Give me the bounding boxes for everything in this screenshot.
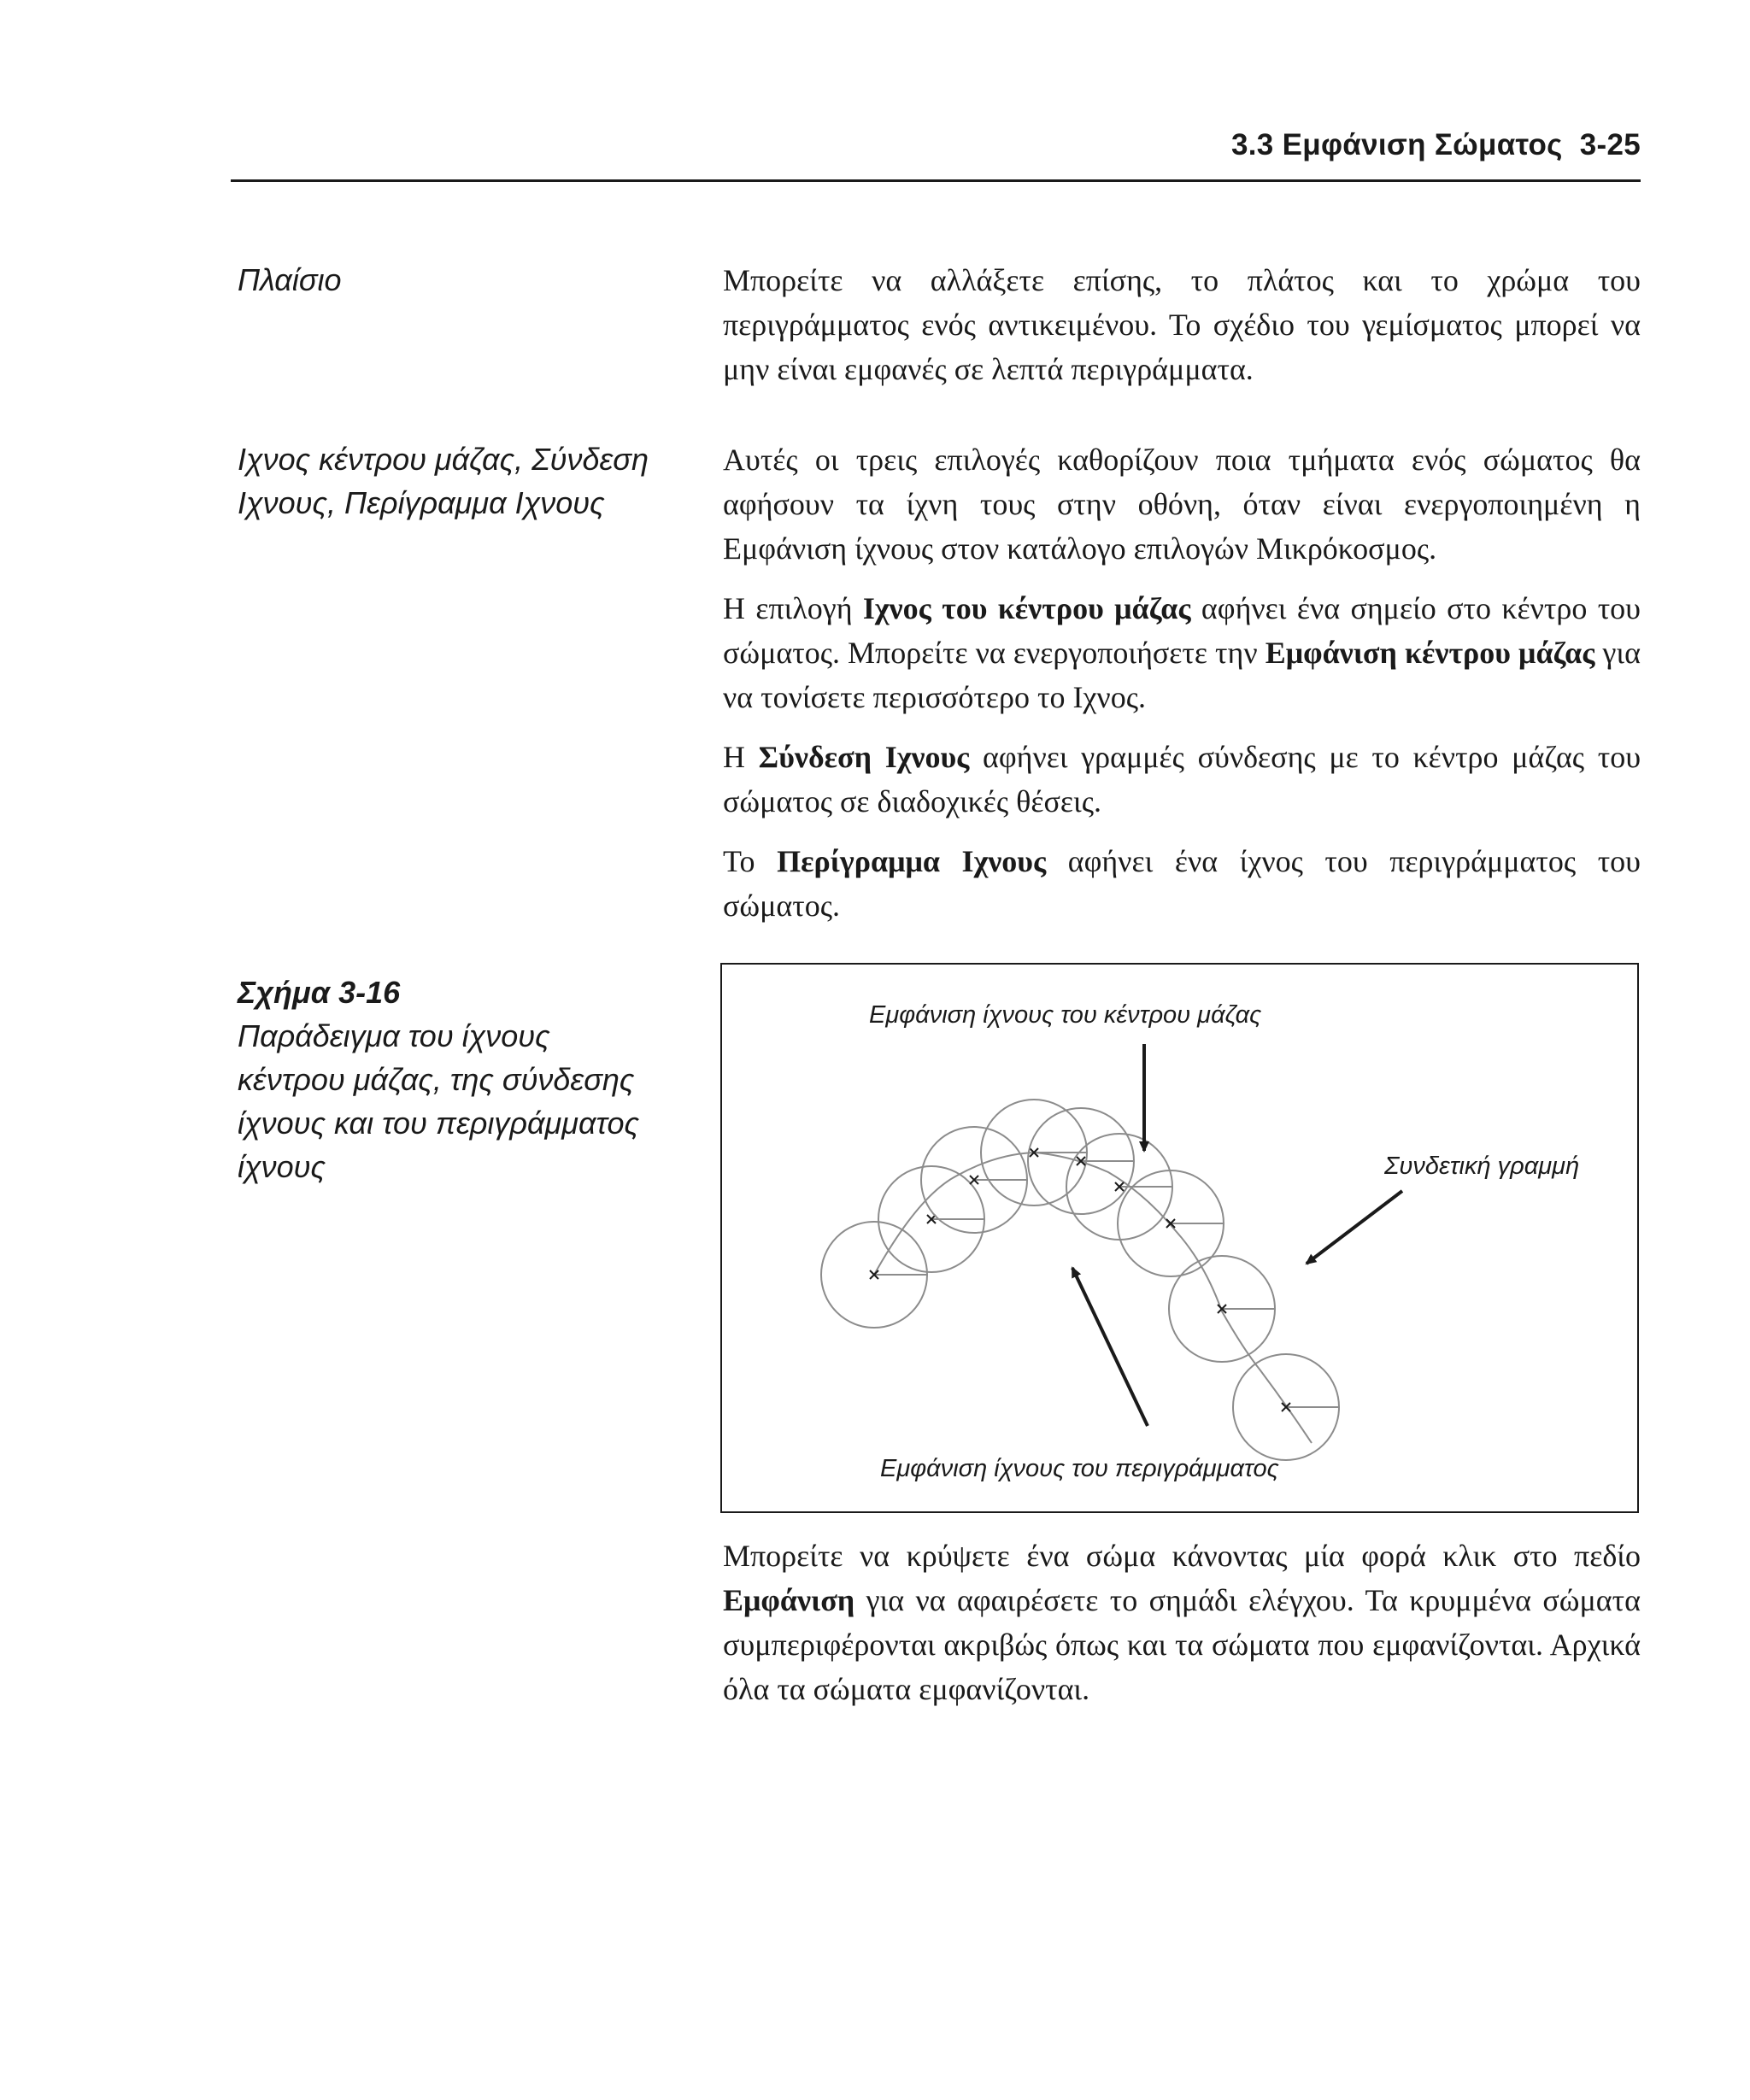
paragraph-ichnos-intro: Αυτές οι τρεις επιλογές καθορίζουν ποια τμήματα ενός σώματος θα αφήσουν τα ίχνη τους στην οθόνη, όταν είναι ενεργοποιημένη η Εμφάνιση ίχνους στον κατάλογο επιλογών Μικρόκοσμος.	[723, 443, 1641, 566]
body-hide	[723, 1534, 1641, 1711]
paragraph-hide-body	[723, 1534, 1641, 1711]
side-label-plaisio	[238, 258, 716, 302]
text-run: αφήνει ένα σημείο στο κέντρο του σώματος. Μπορείτε να ενεργοποιήσετε την	[723, 591, 1641, 670]
text-run: Το	[723, 844, 778, 878]
body-plaisio	[723, 258, 1641, 391]
page-number: 3-25	[1579, 128, 1641, 161]
caption-line: Παράδειγμα του ίχνους	[238, 1018, 550, 1053]
text-run: Μπορείτε να κρύψετε ένα σώμα κάνοντας μία φορά κλικ στο πεδίο	[723, 1539, 1641, 1573]
body-ichnos	[723, 437, 1641, 928]
label-center-trace: Εμφάνιση ίχνους του κέντρου μάζας	[869, 1001, 1262, 1029]
trace-diagram	[722, 965, 1641, 1515]
paragraph-plaisio: Μπορείτε να αλλάξετε επίσης, το πλάτος και το χρώμα του περιγράμματος ενός αντικειμένου. Το σχέδιο του γεμίσματος μπορεί να μην είναι εμφανές σε λεπτά περιγράμματα.	[723, 263, 1641, 386]
side-label-line: Ιχνους, Περίγραμμα Ιχνους	[238, 485, 605, 520]
paragraph-connect-trace	[723, 735, 1641, 824]
arrow-connecting-line	[1307, 1191, 1402, 1264]
figure-number: Σχήμα 3-16	[238, 975, 401, 1010]
paragraph-outline-trace	[723, 839, 1641, 928]
side-label-line: Ιχνος κέντρου μάζας, Σύνδεση	[238, 442, 649, 477]
caption-line: ίχνους	[238, 1149, 326, 1184]
arrow-outline-trace	[1072, 1268, 1148, 1426]
paragraph-center-trace	[723, 586, 1641, 719]
figure-trace-example	[720, 963, 1639, 1513]
text-run: Η επιλογή	[723, 591, 863, 625]
term-connect-trace: Σύνδεση Ιχνους	[758, 740, 970, 774]
side-label-ichnos	[238, 437, 716, 525]
label-connecting-line: Συνδετική γραμμή	[1384, 1153, 1580, 1180]
term-show-field: Εμφάνιση	[723, 1583, 855, 1617]
caption-line: ίχνους και του περιγράμματος	[238, 1106, 640, 1141]
text-run: αφήνει ένα ίχνος του περιγράμματος του σώματος.	[723, 844, 1641, 923]
text-run: αφήνει γραμμές σύνδεσης με το κέντρο μάζας του σώματος σε διαδοχικές θέσεις.	[723, 740, 1641, 818]
text-run: για να αφαιρέσετε το σημάδι ελέγχου. Τα κρυμμένα σώματα συμπεριφέρονται ακριβώς όπως και τα σώματα που εμφανίζονται. Αρχικά όλα τα σώματα εμφανίζονται.	[723, 1583, 1641, 1706]
text-run: για να τονίσετε περισσότερο το Ιχνος.	[723, 636, 1641, 714]
term-center-trace: Ιχνος του κέντρου μάζας	[862, 591, 1191, 625]
caption-line: κέντρου μάζας, της σύνδεσης	[238, 1062, 635, 1097]
connecting-trace-line	[874, 1153, 1312, 1443]
term-show-center: Εμφάνιση κέντρου μάζας	[1265, 636, 1595, 670]
section-title: 3.3 Εμφάνιση Σώματος	[1231, 128, 1563, 161]
header-rule	[231, 179, 1641, 182]
outline-trace-circles	[821, 1100, 1339, 1460]
side-label-text: Πλαίσιο	[238, 262, 342, 297]
running-header	[231, 128, 1641, 162]
figure-caption	[238, 971, 716, 1188]
label-outline-trace: Εμφάνιση ίχνους του περιγράμματος	[880, 1455, 1279, 1482]
text-run: Η	[723, 740, 759, 774]
term-outline-trace: Περίγραμμα Ιχνους	[777, 844, 1047, 878]
